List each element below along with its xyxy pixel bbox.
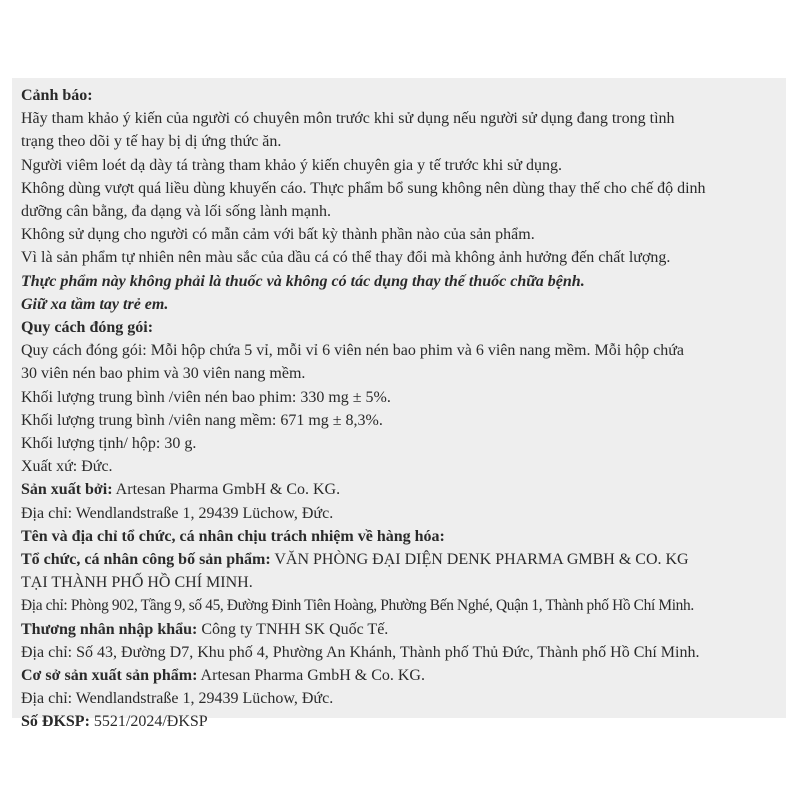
warning-line: Hãy tham khảo ý kiến của người có chuyên môn trước khi sử dụng nếu người sử dụng đang trong tình — [21, 110, 675, 128]
warning-heading: Cảnh báo: — [21, 87, 93, 104]
origin-line: Xuất xứ: Đức. — [21, 458, 113, 476]
packaging-line: Khối lượng trung bình /viên nén bao phim: 330 mg ± 5%. — [21, 388, 391, 406]
production-facility-label: Cơ sở sản xuất sản phẩm: — [21, 667, 198, 685]
importer-label: Thương nhân nhập khẩu: — [21, 620, 198, 638]
manufacturer-value: Artesan Pharma GmbH & Co. KG. — [112, 481, 341, 499]
responsible-heading: Tên và địa chỉ tổ chức, cá nhân chịu trách nhiệm về hàng hóa: — [21, 527, 445, 545]
warning-line: Không dùng vượt quá liều dùng khuyến cáo. Thực phẩm bổ sung không nên dùng thay thế cho chế độ dinh — [21, 179, 706, 197]
announcing-org-address: Địa chỉ: Phòng 902, Tầng 9, số 45, Đường Đinh Tiên Hoàng, Phường Bến Nghé, Quận 1, Thành phố Hồ Chí Minh. — [21, 597, 694, 615]
packaging-line: Khối lượng trung bình /viên nang mềm: 671 mg ± 8,3%. — [21, 411, 383, 429]
production-facility-address: Địa chỉ: Wendlandstraße 1, 29439 Lüchow, Đức. — [21, 690, 334, 708]
packaging-line: Quy cách đóng gói: Mỗi hộp chứa 5 vỉ, mỗi vỉ 6 viên nén bao phim và 6 viên nang mềm. Mỗi hộp chứa — [21, 342, 685, 360]
packaging-line: Khối lượng tịnh/ hộp: 30 g. — [21, 435, 197, 453]
warning-line: dưỡng cân bằng, đa dạng và lối sống lành mạnh. — [21, 203, 331, 221]
registration-label: Số ĐKSP: — [21, 713, 90, 731]
product-label-text-panel — [12, 78, 786, 731]
production-facility-line — [21, 664, 780, 687]
warning-line: Vì là sản phẩm tự nhiên nên màu sắc của dầu cá có thể thay đổi mà không ảnh hưởng đến chất lượng. — [21, 249, 671, 267]
importer-line — [21, 618, 780, 641]
announcing-org-value-cont: TẠI THÀNH PHỐ HỒ CHÍ MINH. — [21, 574, 253, 592]
manufacturer-line — [21, 478, 780, 501]
warning-line: trạng theo dõi y tế hay bị dị ứng thức ăn. — [21, 133, 282, 151]
manufacturer-label: Sản xuất bởi: — [21, 481, 113, 499]
announcing-org-label: Tổ chức, cá nhân công bố sản phẩm: — [21, 551, 271, 569]
warning-line: Không sử dụng cho người có mẫn cảm với bất kỳ thành phần nào của sản phẩm. — [21, 226, 535, 244]
importer-address: Địa chỉ: Số 43, Đường D7, Khu phố 4, Phường An Khánh, Thành phố Thủ Đức, Thành phố Hồ Chí Minh. — [21, 643, 700, 661]
registration-number: 5521/2024/ĐKSP — [89, 713, 208, 731]
packaging-line: 30 viên nén bao phim và 30 viên nang mềm. — [21, 365, 306, 383]
announcing-org-line — [21, 548, 780, 571]
registration-line — [21, 710, 780, 733]
warning-line: Người viêm loét dạ dày tá tràng tham khảo ý kiến chuyên gia y tế trước khi sử dụng. — [21, 156, 563, 174]
not-a-medicine-notice: Thực phẩm này không phải là thuốc và không có tác dụng thay thế thuốc chữa bệnh. — [21, 272, 585, 290]
packaging-heading: Quy cách đóng gói: — [21, 319, 154, 337]
production-facility-value: Artesan Pharma GmbH & Co. KG. — [197, 667, 425, 685]
importer-value: Công ty TNHH SK Quốc Tế. — [197, 620, 389, 638]
keep-away-from-children-notice: Giữ xa tầm tay trẻ em. — [21, 295, 169, 313]
announcing-org-value: VĂN PHÒNG ĐẠI DIỆN DENK PHARMA GMBH & CO. KG — [270, 551, 689, 569]
manufacturer-address: Địa chỉ: Wendlandstraße 1, 29439 Lüchow, Đức. — [21, 504, 334, 522]
